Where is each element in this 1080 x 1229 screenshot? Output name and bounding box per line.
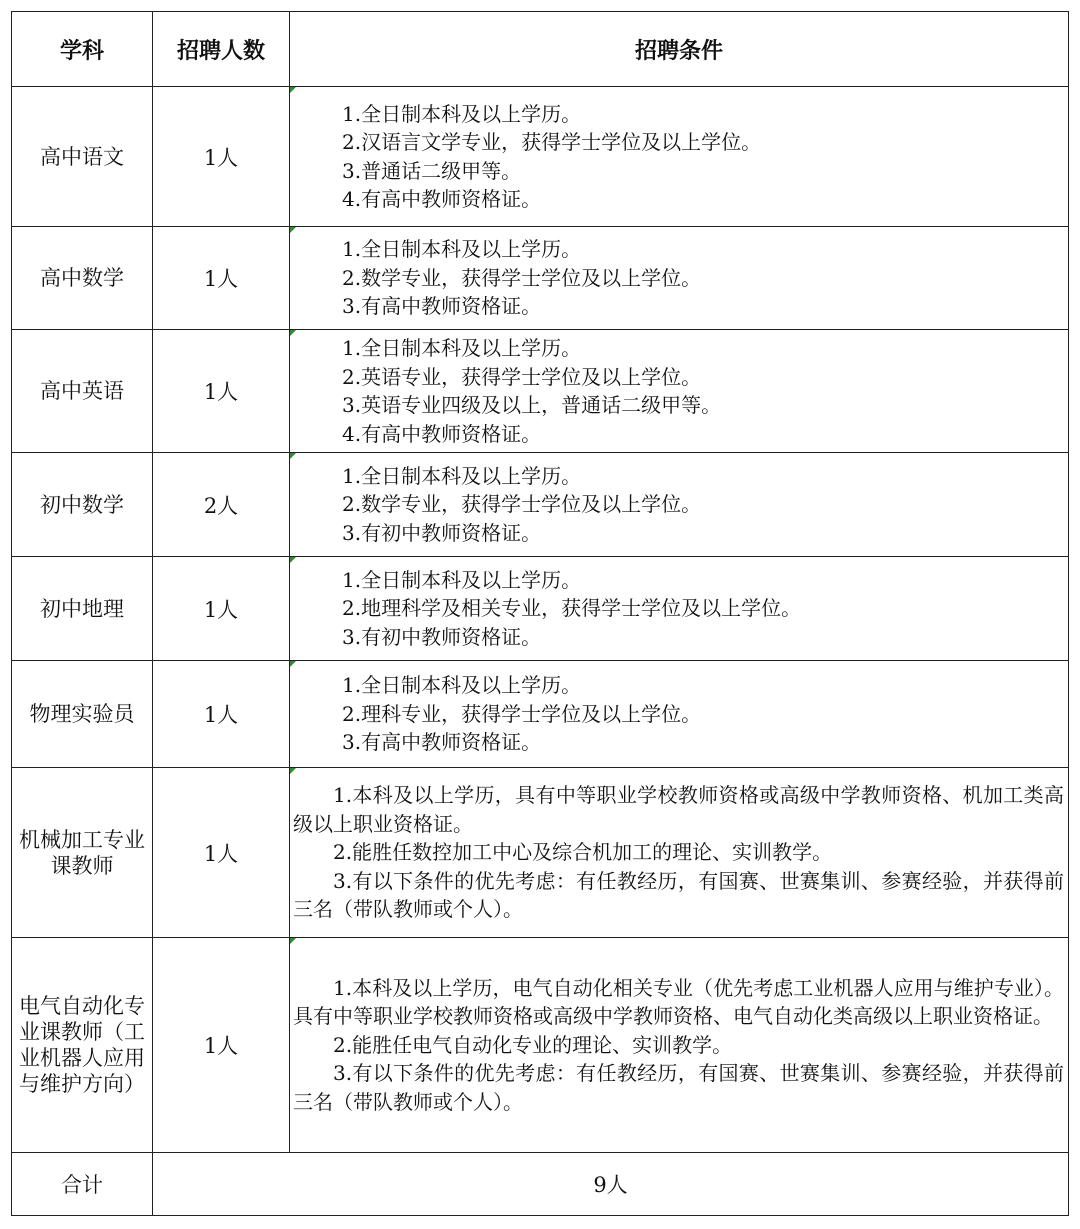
cell-marker-icon [290,453,296,459]
subject-cell: 物理实验员 [12,661,153,768]
cell-marker-icon [290,768,296,774]
cell-marker-icon [290,661,296,667]
subject-cell: 高中语文 [12,87,153,227]
header-conditions: 招聘条件 [290,12,1069,87]
count-cell: 2人 [153,453,290,557]
conditions-cell [290,557,1069,661]
table-row [12,330,1069,453]
condition-line: 1.全日制本科及以上学历。 [342,237,582,262]
conditions-cell [290,938,1069,1153]
condition-line: 1.全日制本科及以上学历。 [342,673,582,698]
total-label: 合计 [12,1153,153,1216]
cell-marker-icon [290,330,296,336]
condition-line: 3.普通话二级甲等。 [342,158,522,183]
condition-paragraph: 2.能胜任数控加工中心及综合机加工的理论、实训教学。 [333,840,833,865]
conditions-cell [290,330,1069,453]
count-cell: 1人 [153,227,290,330]
count-cell: 1人 [153,661,290,768]
cell-marker-icon [290,87,296,93]
subject-cell: 高中英语 [12,330,153,453]
header-row [12,12,1069,87]
table-row [12,227,1069,330]
table-row [12,661,1069,768]
count-cell: 1人 [153,938,290,1153]
cell-marker-icon [290,227,296,233]
table-row [12,557,1069,661]
conditions-cell [290,227,1069,330]
conditions-cell [290,768,1069,938]
condition-paragraph: 3.有以下条件的优先考虑：有任教经历，有国赛、世赛集训、参赛经验，并获得前三名（带队教师或个人）。 [293,1061,1064,1114]
condition-line: 1.全日制本科及以上学历。 [342,567,582,592]
condition-paragraph: 1.本科及以上学历，具有中等职业学校教师资格或高级中学教师资格、机加工类高级以上职业资格证。 [293,783,1064,836]
table-row [12,453,1069,557]
conditions-cell [290,661,1069,768]
conditions-cell [290,453,1069,557]
condition-line: 2.地理科学及相关专业，获得学士学位及以上学位。 [342,596,802,621]
count-cell: 1人 [153,87,290,227]
condition-line: 2.汉语言文学专业，获得学士学位及以上学位。 [342,130,762,154]
condition-line: 2.英语专业，获得学士学位及以上学位。 [342,364,702,389]
condition-line: 4.有高中教师资格证。 [342,187,542,211]
subject-cell: 电气自动化专业课教师（工业机器人应用与维护方向） [12,938,153,1153]
condition-line: 1.全日制本科及以上学历。 [342,336,582,360]
header-count: 招聘人数 [153,12,290,87]
condition-line: 2.数学专业，获得学士学位及以上学位。 [342,265,702,290]
condition-line: 4.有高中教师资格证。 [342,421,542,446]
count-cell: 1人 [153,768,290,938]
condition-line: 1.全日制本科及以上学历。 [342,463,582,488]
conditions-cell [290,87,1069,227]
cell-marker-icon [290,938,296,944]
count-cell: 1人 [153,557,290,661]
condition-line: 2.数学专业，获得学士学位及以上学位。 [342,492,702,517]
condition-line: 3.有初中教师资格证。 [342,520,542,545]
condition-line: 3.有初中教师资格证。 [342,624,542,649]
header-subject: 学科 [12,12,153,87]
cell-marker-icon [290,557,296,563]
condition-line: 3.有高中教师资格证。 [342,294,542,319]
condition-line: 2.理科专业，获得学士学位及以上学位。 [342,701,702,726]
subject-cell: 初中数学 [12,453,153,557]
condition-paragraph: 3.有以下条件的优先考虑：有任教经历，有国赛、世赛集训、参赛经验，并获得前三名（带队教师或个人）。 [293,868,1064,922]
condition-paragraph: 1.本科及以上学历，电气自动化相关专业（优先考虑工业机器人应用与维护专业）。具有中等职业学校教师资格或高级中学教师资格、电气自动化类高级以上职业资格证。 [293,975,1064,1029]
condition-paragraph: 2.能胜任电气自动化专业的理论、实训教学。 [333,1032,733,1057]
table-row [12,87,1069,227]
subject-cell: 初中地理 [12,557,153,661]
subject-cell: 机械加工专业课教师 [12,768,153,938]
total-row [12,1153,1069,1216]
condition-line: 3.英语专业四级及以上，普通话二级甲等。 [342,393,722,417]
recruitment-table [11,11,1069,1216]
total-value: 9人 [153,1153,1069,1216]
condition-line: 1.全日制本科及以上学历。 [342,101,582,126]
table-row [12,938,1069,1153]
subject-cell: 高中数学 [12,227,153,330]
condition-line: 3.有高中教师资格证。 [342,730,542,755]
count-cell: 1人 [153,330,290,453]
table-row [12,768,1069,938]
